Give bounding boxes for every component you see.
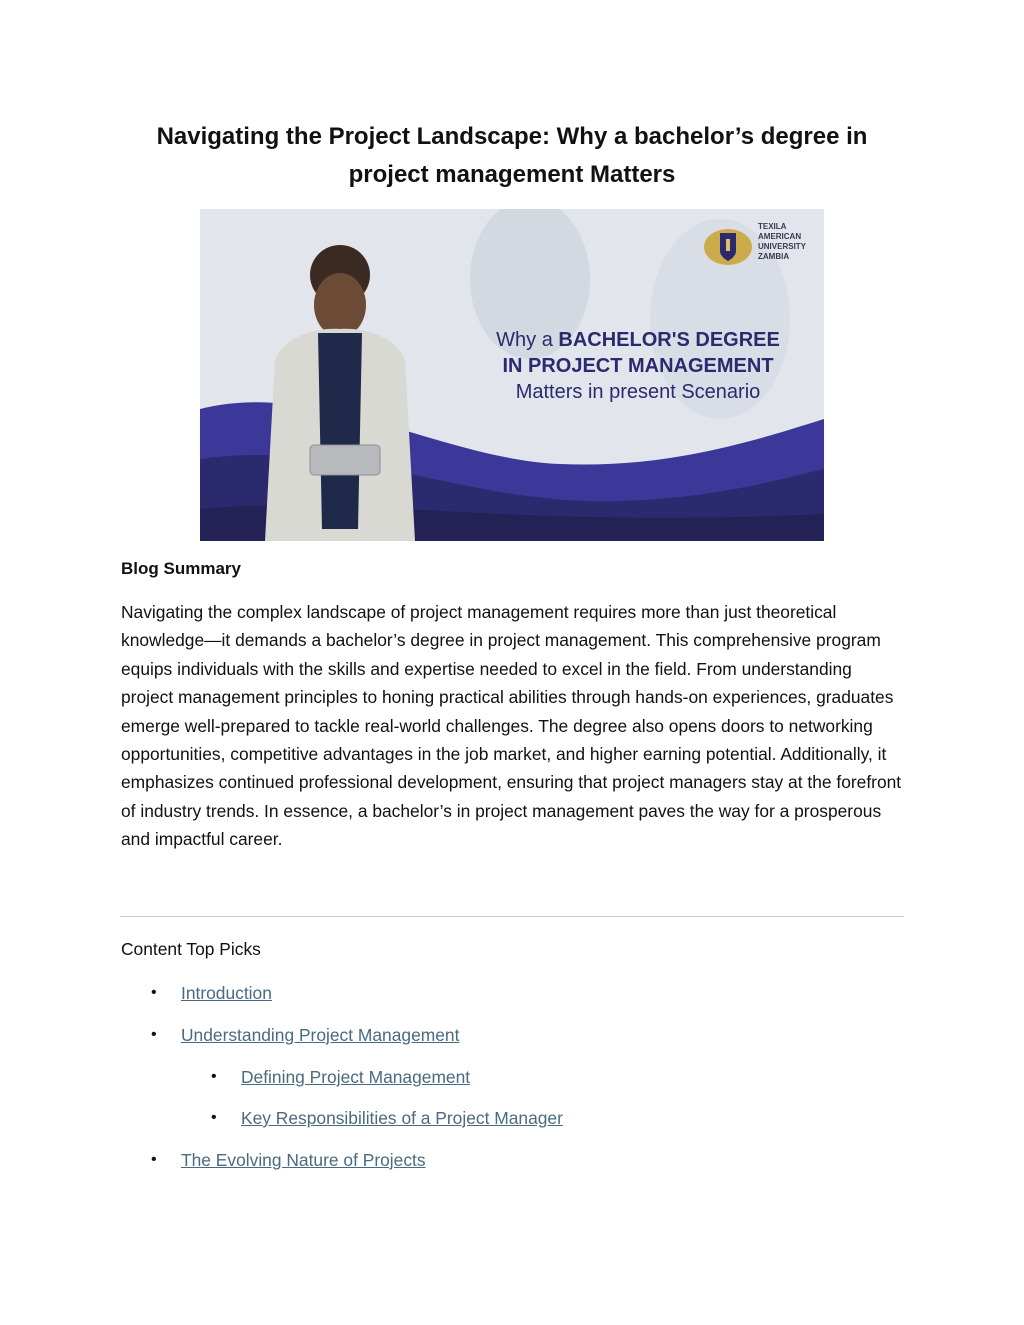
bullet-icon: •: [151, 1026, 157, 1043]
blog-summary-heading: Blog Summary: [121, 559, 241, 578]
banner-headline-bold-1: BACHELOR'S DEGREE: [558, 329, 780, 351]
university-line: ZAMBIA: [758, 252, 790, 261]
toc-item-introduction: [151, 982, 272, 1004]
toc-item-key-responsibilities: [211, 1107, 563, 1129]
banner-headline-prefix: Why a: [496, 329, 553, 351]
university-line: UNIVERSITY: [758, 242, 807, 251]
banner-headline-sub: Matters in present Scenario: [515, 381, 761, 403]
toc-link-understanding-project-management[interactable]: Understanding Project Management: [181, 1025, 460, 1045]
university-line: AMERICAN: [758, 232, 802, 241]
blog-summary-body: Navigating the complex landscape of project management requires more than just theoretical knowledge—it demands a bachelor’s degree in project management. This comprehensive program equips individuals with the skills and expertise needed to excel in the field. From understanding project management principles to honing practical abilities through hands-on experiences, graduates emerge well-prepared to tackle real-world challenges. The degree also opens doors to networking opportunities, competitive advantages in the job market, and higher earning potential. Additionally, it emphasizes continued professional development, ensuring that project managers stay at the forefront of industry trends. In essence, a bachelor’s in project management paves the way for a prosperous and impactful career.: [121, 602, 902, 850]
toc-link-evolving-nature-of-projects[interactable]: The Evolving Nature of Projects: [181, 1150, 426, 1170]
university-name: [758, 222, 822, 262]
bullet-icon: •: [151, 984, 157, 1001]
bullet-icon: •: [211, 1068, 217, 1085]
banner-headline: [468, 327, 808, 405]
university-line: TEXILA: [758, 222, 787, 231]
toc-link-introduction[interactable]: Introduction: [181, 983, 272, 1003]
page-title: Navigating the Project Landscape: Why a bachelor’s degree in project management Matters: [156, 123, 868, 188]
bullet-icon: •: [211, 1109, 217, 1126]
toc-item-evolving-nature-of-projects: [151, 1149, 426, 1171]
hero-banner-image: [200, 209, 824, 541]
section-divider: [120, 916, 904, 917]
bullet-icon: •: [151, 1151, 157, 1168]
toc-heading: Content Top Picks: [121, 939, 261, 959]
toc-link-key-responsibilities[interactable]: Key Responsibilities of a Project Manager: [241, 1108, 563, 1128]
toc-link-defining-project-management[interactable]: Defining Project Management: [241, 1067, 471, 1087]
toc-item-understanding-project-management: [151, 1024, 460, 1046]
banner-headline-bold-2: IN PROJECT MANAGEMENT: [502, 355, 774, 377]
toc-item-defining-project-management: [211, 1066, 471, 1088]
